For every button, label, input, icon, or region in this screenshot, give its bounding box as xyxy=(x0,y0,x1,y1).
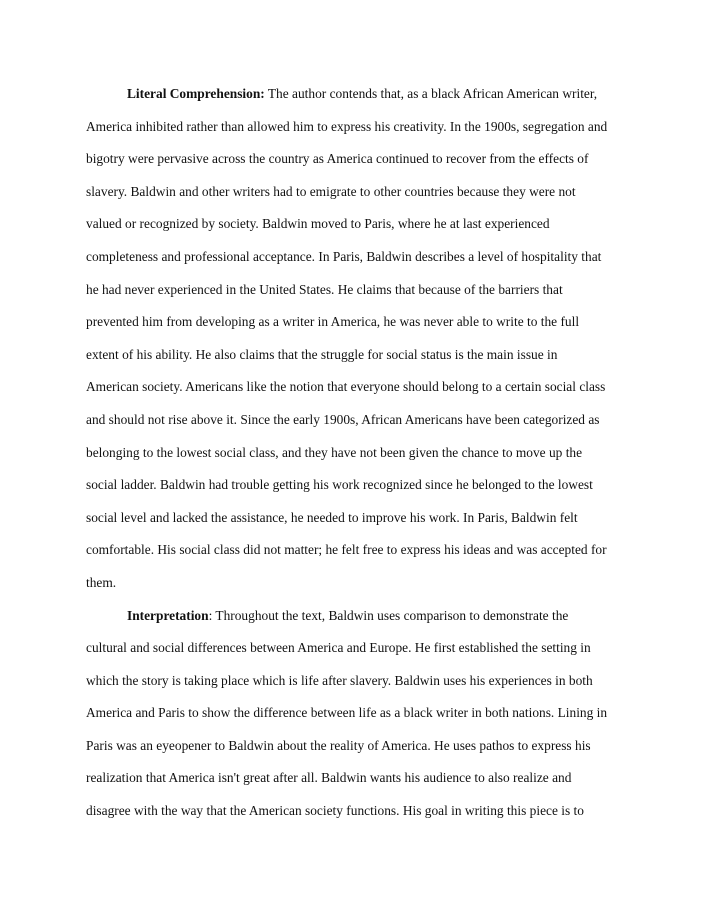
text-line: which the story is taking place which is life after slavery. Baldwin uses his experiences in both xyxy=(86,672,593,688)
text-line: them. xyxy=(86,574,117,590)
text-line: and should not rise above it. Since the early 1900s, African Americans have been categorized as xyxy=(86,411,600,427)
text-line: social level and lacked the assistance, he needed to improve his work. In Paris, Baldwin felt xyxy=(86,509,578,525)
text-line: disagree with the way that the American society functions. His goal in writing this piece is to xyxy=(86,803,584,819)
text-line: cultural and social differences between America and Europe. He first established the setting in xyxy=(86,640,591,656)
text-line: slavery. Baldwin and other writers had to emigrate to other countries because they were not xyxy=(86,183,576,199)
text-line: The author contends that, as a black African American writer, xyxy=(267,86,598,101)
text-line: American society. Americans like the notion that everyone should belong to a certain social class xyxy=(86,379,606,395)
text-line: extent of his ability. He also claims that the struggle for social status is the main issue in xyxy=(86,346,558,362)
heading-separator: : xyxy=(208,607,216,623)
paragraph-literal-comprehension xyxy=(86,78,642,600)
text-line: prevented him from developing as a writer in America, he was never able to write to the full xyxy=(86,314,580,330)
text-line: completeness and professional acceptance. In Paris, Baldwin describes a level of hospitality that xyxy=(86,248,602,264)
text-line: he had never experienced in the United States. He claims that because of the barriers that xyxy=(86,281,563,297)
paragraph-first-line xyxy=(86,600,642,633)
text-line: Paris was an eyeopener to Baldwin about the reality of America. He uses pathos to express his xyxy=(86,737,591,753)
text-line: comfortable. His social class did not matter; he felt free to express his ideas and was accepted for xyxy=(86,542,607,558)
paragraph-interpretation xyxy=(86,600,642,828)
text-line: realization that America isn't great after all. Baldwin wants his audience to also realize and xyxy=(86,770,572,786)
text-line: Throughout the text, Baldwin uses comparison to demonstrate the xyxy=(215,607,569,623)
document-body xyxy=(86,78,642,828)
text-line: social ladder. Baldwin had trouble getting his work recognized since he belonged to the lowest xyxy=(86,477,593,493)
paragraph-first-line xyxy=(86,78,642,111)
text-line: America and Paris to show the difference between life as a black writer in both nations. Lining in xyxy=(86,705,608,721)
section-heading: Literal Comprehension: xyxy=(127,86,265,101)
text-line: belonging to the lowest social class, and they have not been given the chance to move up the xyxy=(86,444,583,460)
text-line: America inhibited rather than allowed him to express his creativity. In the 1900s, segregation and xyxy=(86,118,608,134)
section-heading: Interpretation xyxy=(127,607,209,623)
text-line: valued or recognized by society. Baldwin moved to Paris, where he at last experienced xyxy=(86,216,550,232)
text-line: bigotry were pervasive across the country as America continued to recover from the effects of xyxy=(86,151,589,167)
